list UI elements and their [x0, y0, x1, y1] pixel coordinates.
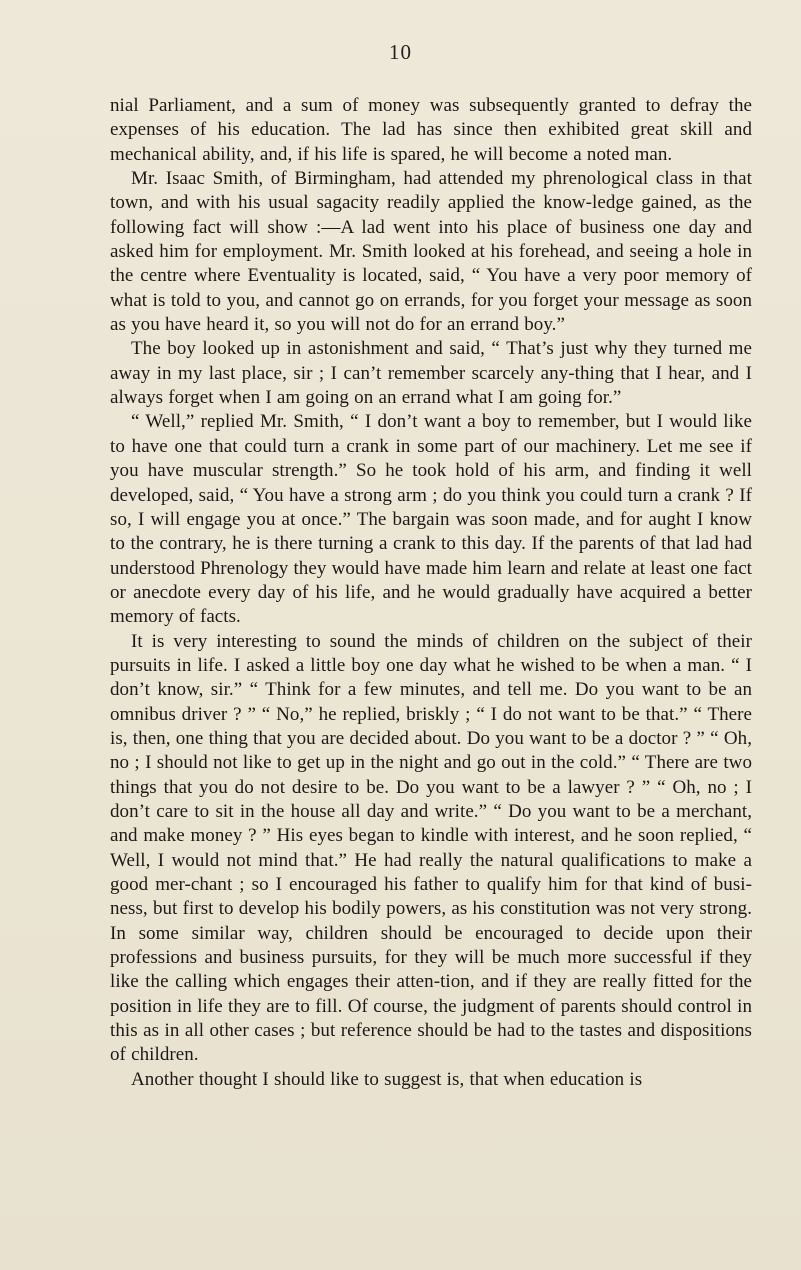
- paragraph-isaac-smith: Mr. Isaac Smith, of Birmingham, had attended my phrenological class in that town, and with his usual sagacity readily applied the know-ledge gained, as the following fact will show :—A lad went into his place of business one day and asked him for employment. Mr. Smith looked at his forehead, and seeing a hole in the centre where Eventuality is located, said, “ You have a very poor memory of what is told to you, and cannot go on errands, for you forget your message as soon as you have heard it, so you will not do for an errand boy.”: [110, 168, 752, 336]
- paragraph-children-pursuits: It is very interesting to sound the minds of children on the subject of their pursuits in life. I asked a little boy one day what he wished to be when a man. “ I don’t know, sir.” “ Think for a few minutes, and tell me. Do you want to be an omnibus driver ? ” “ No,” he replied, briskly ; “ I do not want to be that.” “ There is, then, one thing that you are decided about. Do you want to be a doctor ? ” “ Oh, no ; I should not like to get up in the night and go out in the cold.” “ There are two things that you do not desire to be. Do you want to be a lawyer ? ” “ Oh, no ; I don’t care to sit in the house all day and write.” “ Do you want to be a merchant, and make money ? ” His eyes began to kindle with interest, and he soon replied, “ Well, I would not mind that.” He had really the natural qualifications to make a good mer-chant ; so I encouraged his father to qualify him for that kind of busi-ness, but first to develop his bodily powers, as his constitution was not very strong. In some similar way, children should be encouraged to decide upon their professions and business pursuits, for they will be much more successful if they like the calling which engages their atten-tion, and if they are really fitted for the position in life they are to fill. Of course, the judgment of parents should control in this as in all other cases ; but reference should be had to the tastes and dispositions of children.: [110, 630, 752, 1066]
- paragraph-boy-reply: The boy looked up in astonishment and said, “ That’s just why they turned me away in my last place, sir ; I can’t remember scarcely any-thing that I hear, and I always forget when I am going on an errand what I am going for.”: [110, 338, 752, 409]
- body-text: [110, 94, 752, 1092]
- paragraph-crank: “ Well,” replied Mr. Smith, “ I don’t want a boy to remember, but I would like to have one that could turn a crank in some part of our machinery. Let me see if you have muscular strength.” So he took hold of his arm, and finding it well developed, said, “ You have a strong arm ; do you think you could turn a crank ? If so, I will engage you at once.” The bargain was soon made, and for aught I know to the contrary, he is there turning a crank to this day. If the parents of that lad had understood Phrenology they would have made him learn and relate at least one fact or anecdote every day of his life, and he would gradually have acquired a better memory of facts.: [110, 411, 752, 628]
- paragraph-continuation: nial Parliament, and a sum of money was subsequently granted to defray the expenses of his education. The lad has since then exhibited great skill and mechanical ability, and, if his life is spared, he will become a noted man.: [110, 95, 752, 165]
- page-number: 10: [389, 40, 412, 64]
- paragraph-another-thought: Another thought I should like to suggest is, that when education is: [131, 1068, 643, 1090]
